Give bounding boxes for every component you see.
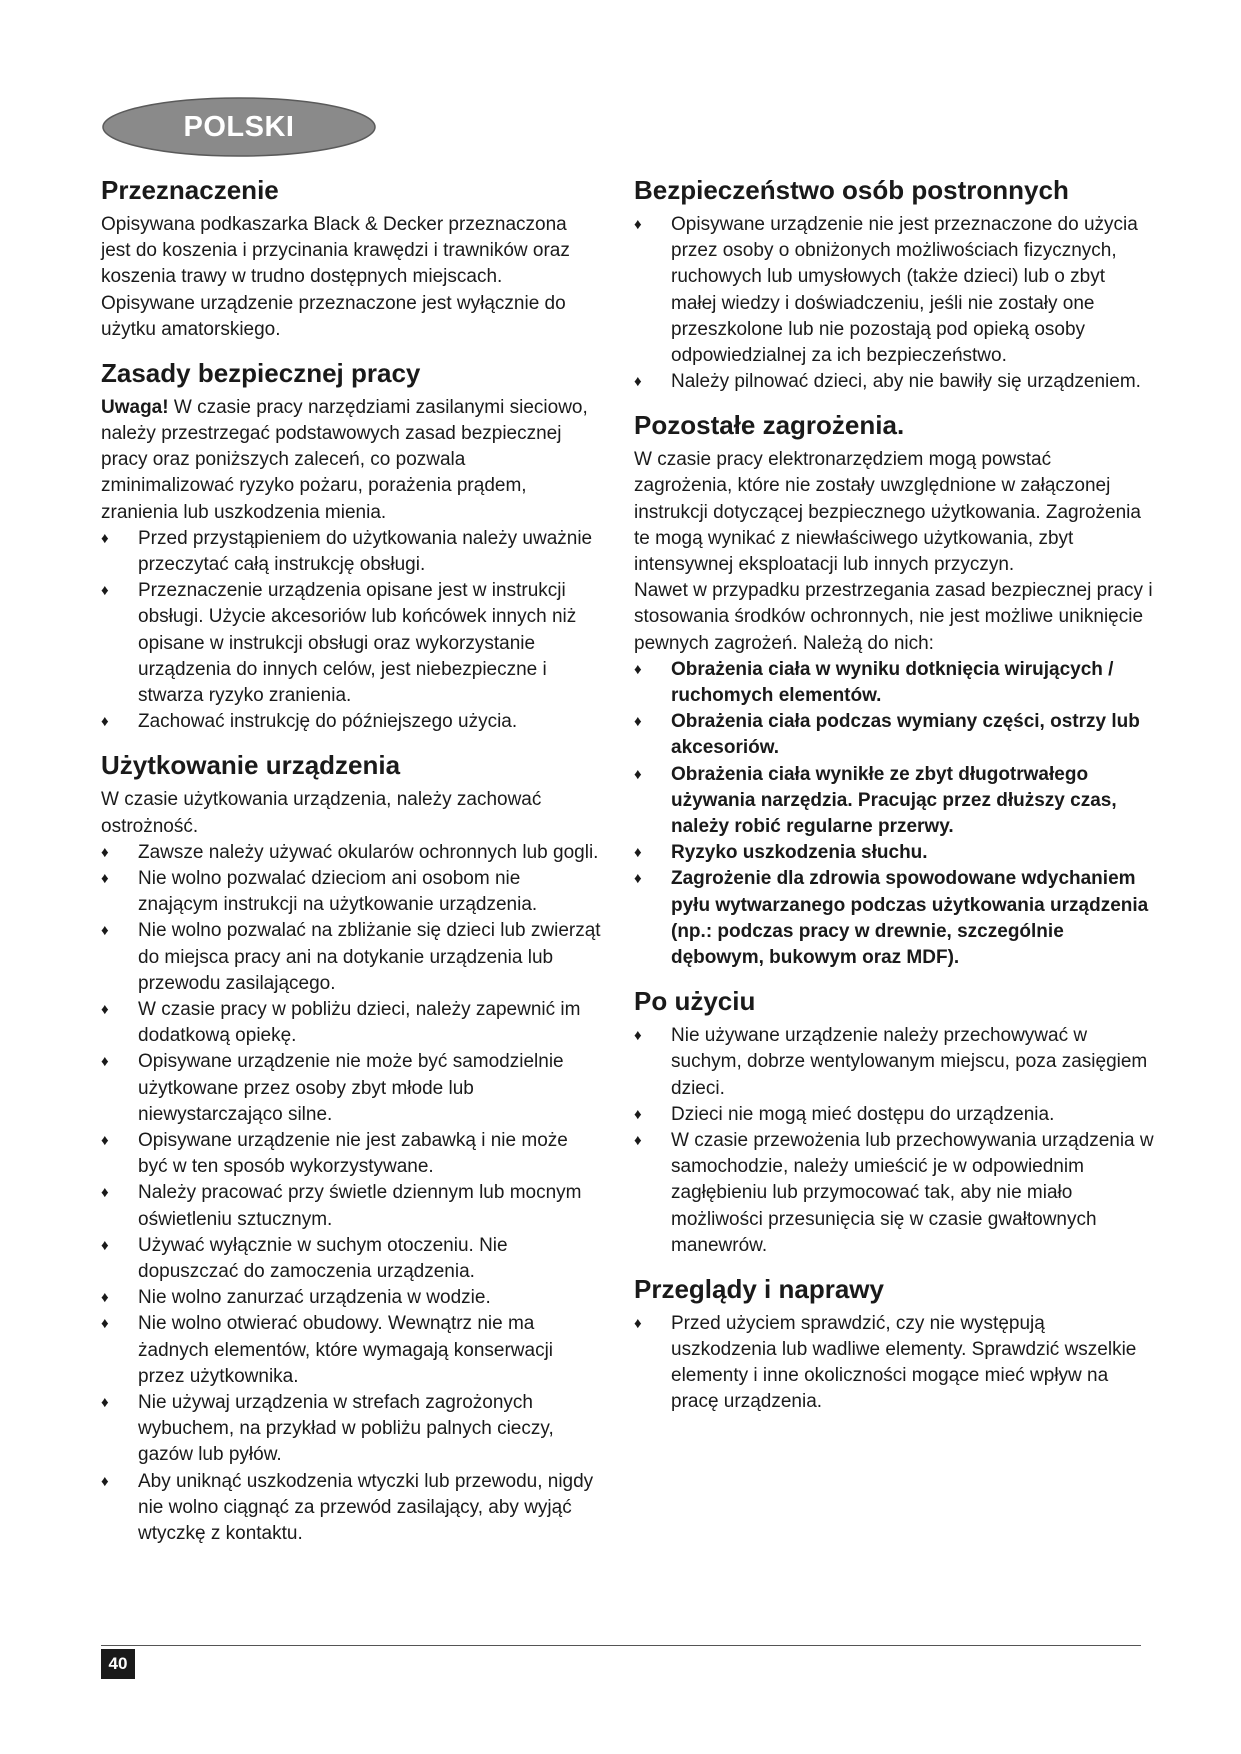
page-number: 40: [101, 1649, 135, 1679]
after-use-list: [634, 1023, 1154, 1259]
risks-list: [634, 657, 1154, 971]
language-label: POLSKI: [183, 111, 295, 143]
list-item: ♦ Należy pilnować dzieci, aby nie bawiły się urządzeniem.: [634, 369, 1154, 395]
service-list: [634, 1311, 1154, 1416]
footer-divider: [101, 1645, 1141, 1646]
list-item: ♦ W czasie przewożenia lub przechowywania urządzenia w samochodzie, należy umieścić je w odpowiednim zagłębieniu lub przymocować tak, aby nie miało możliwości przesunięcia się w czasie gwałtownych manewrów.: [634, 1128, 1154, 1259]
list-item: ♦ Zagrożenie dla zdrowia spowodowane wdychaniem pyłu wytwarzanego podczas użytkowania urządzenia (np.: podczas pracy w drewnie, szczególnie dębowym, bukowym oraz MDF).: [634, 866, 1154, 971]
usage-intro: W czasie użytkowania urządzenia, należy zachować ostrożność.: [101, 789, 542, 837]
section-title-usage: Użytkowanie urządzenia: [101, 750, 401, 781]
others-list: [634, 212, 1154, 395]
list-item: ♦ Zawsze należy używać okularów ochronnych lub gogli.: [101, 840, 601, 866]
warning-text: W czasie pracy narzędziami zasilanymi sieciowo, należy przestrzegać podstawowych zasad bezpiecznej pracy oraz poniższych zaleceń, co pozwala zminimalizować ryzyko pożaru, porażenia prądem, zranienia lub uszkodzenia mienia.: [101, 396, 588, 523]
list-item: ♦ Aby uniknąć uszkodzenia wtyczki lub przewodu, nigdy nie wolno ciągnąć za przewód zasilający, aby wyjąć wtyczkę z kontaktu.: [101, 1469, 601, 1548]
language-tab: [100, 95, 378, 159]
list-item: ♦ Używać wyłącznie w suchym otoczeniu. Nie dopuszczać do zamoczenia urządzenia.: [101, 1233, 601, 1285]
list-item: ♦ Obrażenia ciała podczas wymiany części, ostrzy lub akcesoriów.: [634, 709, 1154, 761]
list-item: ♦ Opisywane urządzenie nie jest zabawką i nie może być w ten sposób wykorzystywane.: [101, 1128, 601, 1180]
list-item: ♦ Obrażenia ciała w wyniku dotknięcia wirujących / ruchomych elementów.: [634, 657, 1154, 709]
risks-paragraph-1: W czasie pracy elektronarzędziem mogą powstać zagrożenia, które nie zostały uwzględnione w załączonej instrukcji dotyczącej bezpiecznego użytkowania. Zagrożenia te mogą wynikać z niewłaściwego użytkowania, zbyt intensywnej eksploatacji lub innych przyczyn.: [634, 449, 1141, 576]
section-usage: [101, 751, 601, 1547]
list-item: ♦ Dzieci nie mogą mieć dostępu do urządzenia.: [634, 1102, 1154, 1128]
safety-warning: [101, 395, 601, 526]
list-item: ♦ Przed przystąpieniem do użytkowania należy uważnie przeczytać całą instrukcję obsługi.: [101, 526, 601, 578]
list-item: ♦ Zachować instrukcję do późniejszego użycia.: [101, 709, 601, 735]
section-title-purpose: Przeznaczenie: [101, 175, 279, 205]
list-item: ♦ Opisywane urządzenie nie może być samodzielnie użytkowane przez osoby zbyt młode lub niewystarczająco silne.: [101, 1049, 601, 1128]
list-item: ♦ Nie wolno zanurzać urządzenia w wodzie.: [101, 1285, 601, 1311]
safety-list: [101, 526, 601, 736]
list-item: ♦ Nie używane urządzenie należy przechowywać w suchym, dobrze wentylowanym miejscu, poza zasięgiem dzieci.: [634, 1023, 1154, 1102]
list-item: ♦ Należy pracować przy świetle dziennym lub mocnym oświetleniu sztucznym.: [101, 1180, 601, 1232]
left-column: [101, 176, 601, 1563]
risks-paragraph-2: Nawet w przypadku przestrzegania zasad bezpiecznej pracy i stosowania środków ochronnych, nie jest możliwe uniknięcie pewnych zagrożeń. Należą do nich:: [634, 580, 1153, 654]
list-item: ♦ Obrażenia ciała wynikłe ze zbyt długotrwałego używania narzędzia. Pracując przez dłuższy czas, należy robić regularne przerwy.: [634, 762, 1154, 841]
section-title-others: Bezpieczeństwo osób postronnych: [634, 175, 1069, 205]
list-item: ♦ W czasie pracy w pobliżu dzieci, należy zapewnić im dodatkową opiekę.: [101, 997, 601, 1049]
list-item: ♦ Nie wolno otwierać obudowy. Wewnątrz nie ma żadnych elementów, które wymagają konserwacji przez użytkownika.: [101, 1311, 601, 1390]
section-title-risks: Pozostałe zagrożenia.: [634, 410, 905, 441]
list-item: ♦ Przed użyciem sprawdzić, czy nie występują uszkodzenia lub wadliwe elementy. Sprawdzić wszelkie elementy i inne okoliczności mogące mieć wpływ na pracę urządzenia.: [634, 1311, 1154, 1416]
purpose-text: Opisywana podkaszarka Black & Decker przeznaczona jest do koszenia i przycinania krawędzi i trawników oraz koszenia trawy w trudno dostępnych miejscach. Opisywane urządzenie przeznaczone jest wyłącznie do użytku amatorskiego.: [101, 213, 570, 340]
section-title-after-use: Po użyciu: [634, 986, 756, 1017]
list-item: ♦ Nie wolno pozwalać dzieciom ani osobom nie znającym instrukcji na użytkowanie urządzenia.: [101, 866, 601, 918]
section-purpose: [101, 176, 601, 343]
usage-list: [101, 840, 601, 1547]
list-item: ♦ Opisywane urządzenie nie jest przeznaczone do użycia przez osoby o obniżonych możliwościach fizycznych, ruchowych lub umysłowych (także dzieci) lub o zbyt małej wiedzy i doświadczeniu, jeśli nie zostały one przeszkolone lub nie pozostają pod opieką osoby odpowiedzialnej za ich bezpieczeństwo.: [634, 212, 1154, 369]
section-risks: [634, 411, 1154, 971]
section-service: [634, 1275, 1154, 1416]
section-others: [634, 176, 1154, 395]
section-title-safety: Zasady bezpiecznej pracy: [101, 357, 421, 388]
list-item: ♦ Nie wolno pozwalać na zbliżanie się dzieci lub zwierząt do miejsca pracy ani na dotykanie urządzenia lub przewodu zasilającego.: [101, 918, 601, 997]
section-safety: [101, 359, 601, 736]
section-title-service: Przeglądy i naprawy: [634, 1273, 884, 1304]
list-item: ♦ Ryzyko uszkodzenia słuchu.: [634, 840, 1154, 866]
list-item: ♦ Przeznaczenie urządzenia opisane jest w instrukcji obsługi. Użycie akcesoriów lub końcówek innych niż opisane w instrukcji obsługi oraz wykorzystanie urządzenia do innych celów, jest niebezpieczne i stwarza ryzyko zranienia.: [101, 578, 601, 709]
section-after-use: [634, 987, 1154, 1259]
list-item: ♦ Nie używaj urządzenia w strefach zagrożonych wybuchem, na przykład w pobliżu palnych cieczy, gazów lub pyłów.: [101, 1390, 601, 1469]
warning-label: Uwaga!: [101, 396, 169, 418]
right-column: [634, 176, 1154, 1432]
